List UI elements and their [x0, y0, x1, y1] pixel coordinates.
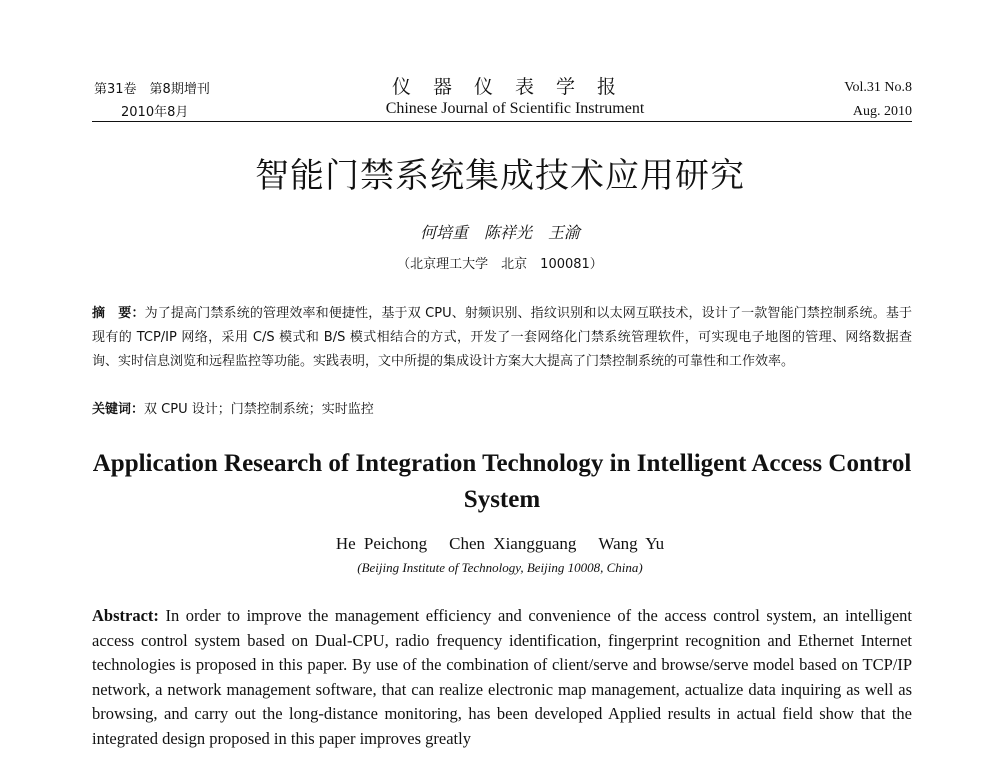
volume-issue-zh: 第31卷 第8期增刊	[94, 82, 210, 97]
keywords-text-zh: 双 CPU 设计；门禁控制系统；实时监控	[144, 402, 374, 417]
abstract-label-zh: 摘 要：	[92, 306, 145, 321]
abstract-en	[92, 604, 912, 751]
paper-title-zh: 智能门禁系统集成技术应用研究	[255, 156, 745, 196]
author-2: Chen Xiangguang	[449, 534, 577, 553]
abstract-label-en: Abstract:	[92, 606, 159, 625]
paper-title-en: Application Research of Integration Technology in Intelligent Access Control System	[92, 450, 912, 513]
author-1: He Peichong	[335, 534, 428, 553]
affiliation-zh: （北京理工大学 北京 100081）	[397, 257, 603, 272]
date-zh: 2010年8月	[121, 105, 189, 120]
journal-title-zh: 仪器仪表学报	[391, 76, 638, 98]
abstract-zh	[92, 302, 912, 374]
abstract-text-zh: 为了提高门禁系统的管理效率和便捷性，基于双 CPU、射频识别、指纹识别和以太网互联技术，设计了一款智能门禁控制系统。基于现有的 TCP/IP 网络，采用 C/S 模式和 B/S 模式相结合的方式，开发了一套网络化门禁系统管理软件，可实现电子地图的管理、网络数据查询、实时信息浏览和远程监控等功能。实践表明，文中所提的集成设计方案大大提高了门禁控制系统的可靠性和工作效率。	[92, 306, 912, 369]
volume-issue-en: Vol.31 No.8	[844, 80, 912, 95]
abstract-text-en: In order to improve the management efficiency and convenience of the access control system, an intelligent access control system based on Dual-CPU, radio frequency identification, fingerprint recognition and Ethernet Internet technologies is proposed in this paper. By use of the combination of client/serve and browse/serve model based on TCP/IP network, a network management software, that can realize electronic map management, actualize data inquiring as well as browsing, and carry out the long-distance monitoring, has been developed Applied results in actual field show that the integrated design proposed in this paper improves greatly	[92, 606, 912, 748]
keywords-label-zh: 关键词：	[92, 402, 145, 417]
authors-zh: 何培重 陈祥光 王渝	[419, 223, 580, 242]
header-rule	[92, 121, 912, 122]
date-en: Aug. 2010	[852, 104, 912, 119]
keywords-zh	[92, 398, 912, 417]
affiliation-en: (Beijing Institute of Technology, Beijing 10008, China)	[357, 560, 643, 575]
author-3: Wang Yu	[598, 534, 665, 553]
journal-title-en: Chinese Journal of Scientific Instrument	[385, 100, 645, 117]
authors-en	[0, 534, 1000, 554]
